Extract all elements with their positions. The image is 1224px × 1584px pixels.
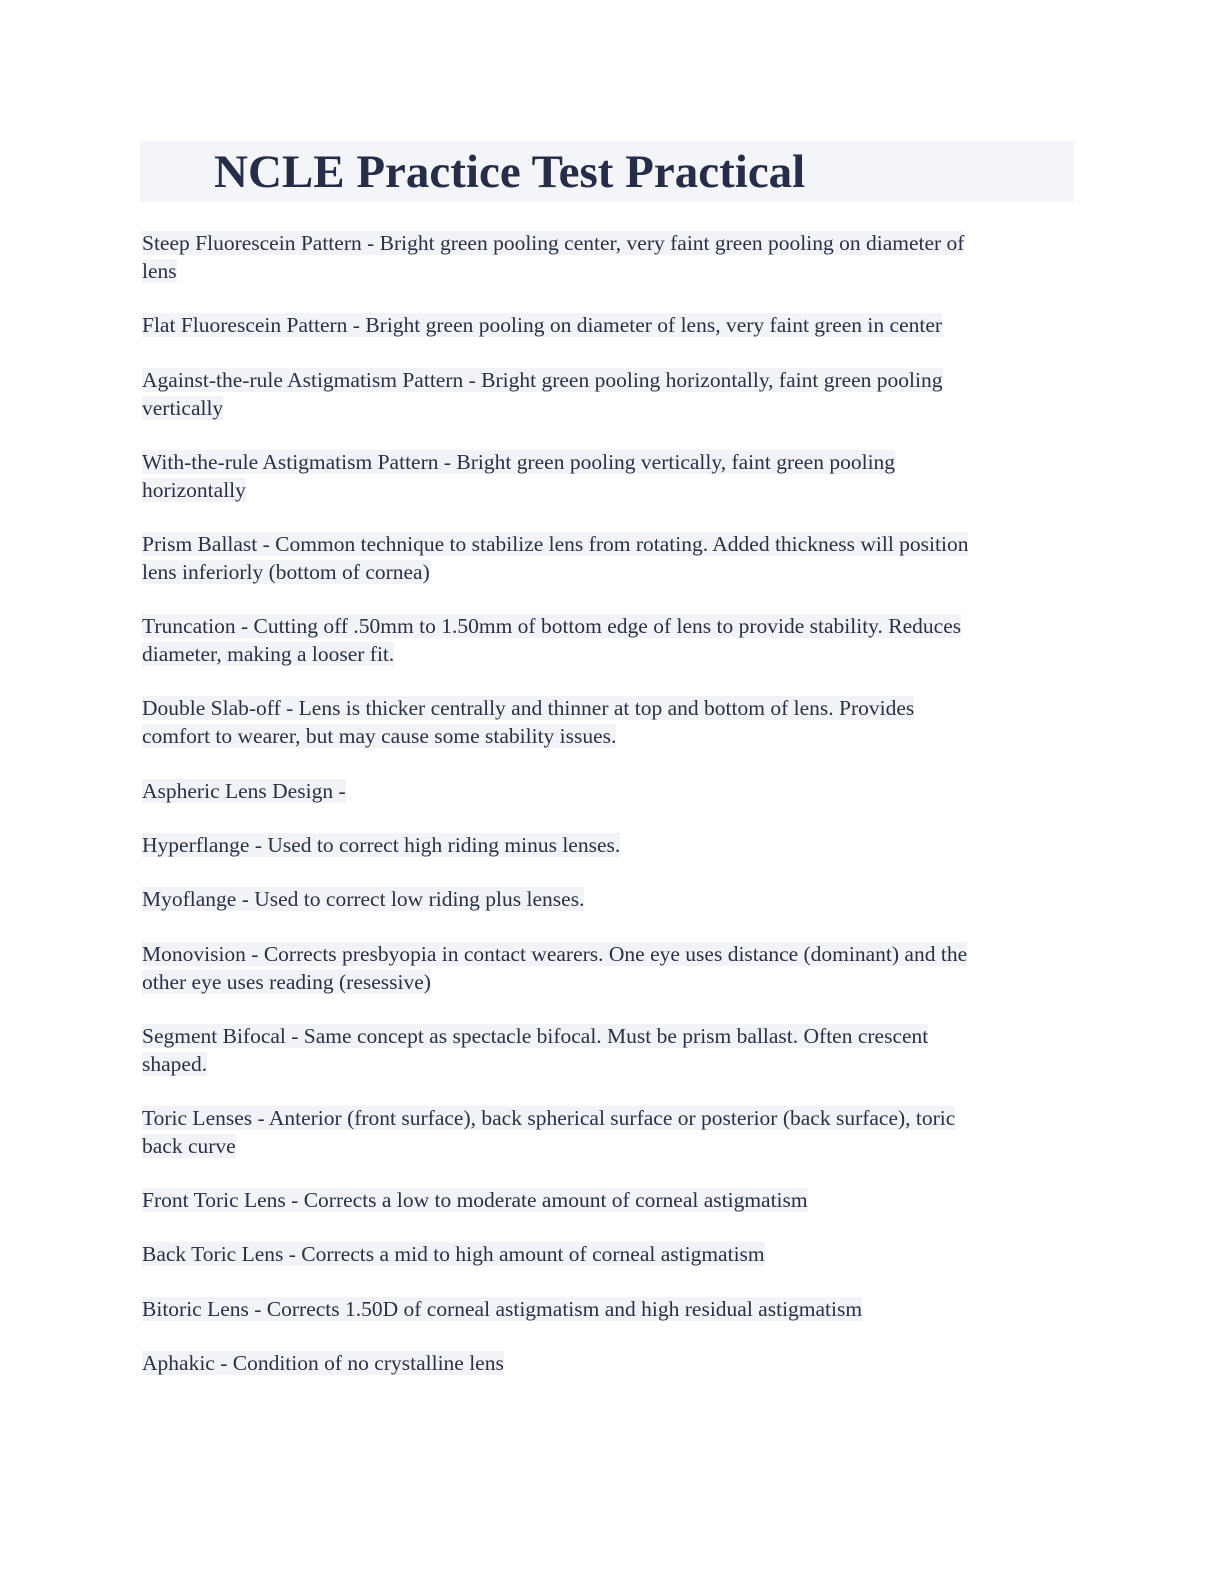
entry-line: lens bbox=[142, 258, 177, 283]
entry-segment-bifocal bbox=[142, 1023, 928, 1078]
entry-aphakic bbox=[142, 1350, 504, 1378]
entry-line: other eye uses reading (resessive) bbox=[142, 969, 431, 994]
entry-line: Flat Fluorescein Pattern - Bright green pooling on diameter of lens, very faint green in center bbox=[142, 313, 943, 337]
entry-line: back curve bbox=[142, 1133, 236, 1158]
entry-line: Hyperflange - Used to correct high riding minus lenses. bbox=[142, 833, 621, 857]
page-title: NCLE Practice Test Practical bbox=[214, 146, 806, 198]
entry-line: vertically bbox=[142, 395, 224, 420]
entry-line: Monovision - Corrects presbyopia in contact wearers. One eye uses distance (dominant) and the bbox=[142, 942, 968, 966]
entry-line: Segment Bifocal - Same concept as spectacle bifocal. Must be prism ballast. Often crescent bbox=[142, 1024, 929, 1048]
entry-line: Front Toric Lens - Corrects a low to moderate amount of corneal astigmatism bbox=[142, 1188, 808, 1212]
entry-front-toric bbox=[142, 1187, 808, 1215]
entry-line: Truncation - Cutting off .50mm to 1.50mm of bottom edge of lens to provide stability. Reduces bbox=[142, 614, 962, 638]
entry-line: With-the-rule Astigmatism Pattern - Bright green pooling vertically, faint green pooling bbox=[142, 450, 896, 474]
entry-line: comfort to wearer, but may cause some stability issues. bbox=[142, 723, 617, 748]
entry-line: Toric Lenses - Anterior (front surface), back spherical surface or posterior (back surface), toric bbox=[142, 1106, 956, 1130]
entry-line: Myoflange - Used to correct low riding plus lenses. bbox=[142, 887, 585, 911]
entry-double-slab-off bbox=[142, 695, 914, 750]
entry-line: horizontally bbox=[142, 477, 246, 502]
title-banner bbox=[140, 141, 1074, 202]
entry-prism-ballast bbox=[142, 531, 968, 586]
entry-bitoric bbox=[142, 1296, 862, 1324]
entry-line: Bitoric Lens - Corrects 1.50D of corneal astigmatism and high residual astigmatism bbox=[142, 1297, 863, 1321]
entry-line: shaped. bbox=[142, 1051, 208, 1076]
entry-line: Steep Fluorescein Pattern - Bright green pooling center, very faint green pooling on diameter of bbox=[142, 231, 965, 255]
entry-line: Prism Ballast - Common technique to stabilize lens from rotating. Added thickness will position bbox=[142, 532, 969, 556]
entry-hyperflange bbox=[142, 832, 620, 860]
entry-back-toric bbox=[142, 1241, 765, 1269]
entry-with-the-rule bbox=[142, 449, 895, 504]
entry-against-the-rule bbox=[142, 367, 943, 422]
entry-line: Aspheric Lens Design - bbox=[142, 779, 346, 803]
entry-line: lens inferiorly (bottom of cornea) bbox=[142, 559, 430, 584]
entry-toric-lenses bbox=[142, 1105, 955, 1160]
entry-steep-fluorescein bbox=[142, 230, 964, 285]
entry-monovision bbox=[142, 941, 967, 996]
entry-line: diameter, making a looser fit. bbox=[142, 641, 395, 666]
entry-flat-fluorescein bbox=[142, 312, 942, 340]
entry-line: Aphakic - Condition of no crystalline lens bbox=[142, 1351, 504, 1375]
entry-line: Against-the-rule Astigmatism Pattern - Bright green pooling horizontally, faint green pooling bbox=[142, 368, 943, 392]
entry-line: Double Slab-off - Lens is thicker centrally and thinner at top and bottom of lens. Provides bbox=[142, 696, 915, 720]
entry-line: Back Toric Lens - Corrects a mid to high amount of corneal astigmatism bbox=[142, 1242, 765, 1266]
entry-aspheric-lens bbox=[142, 778, 346, 806]
entry-myoflange bbox=[142, 886, 584, 914]
entry-truncation bbox=[142, 613, 961, 668]
